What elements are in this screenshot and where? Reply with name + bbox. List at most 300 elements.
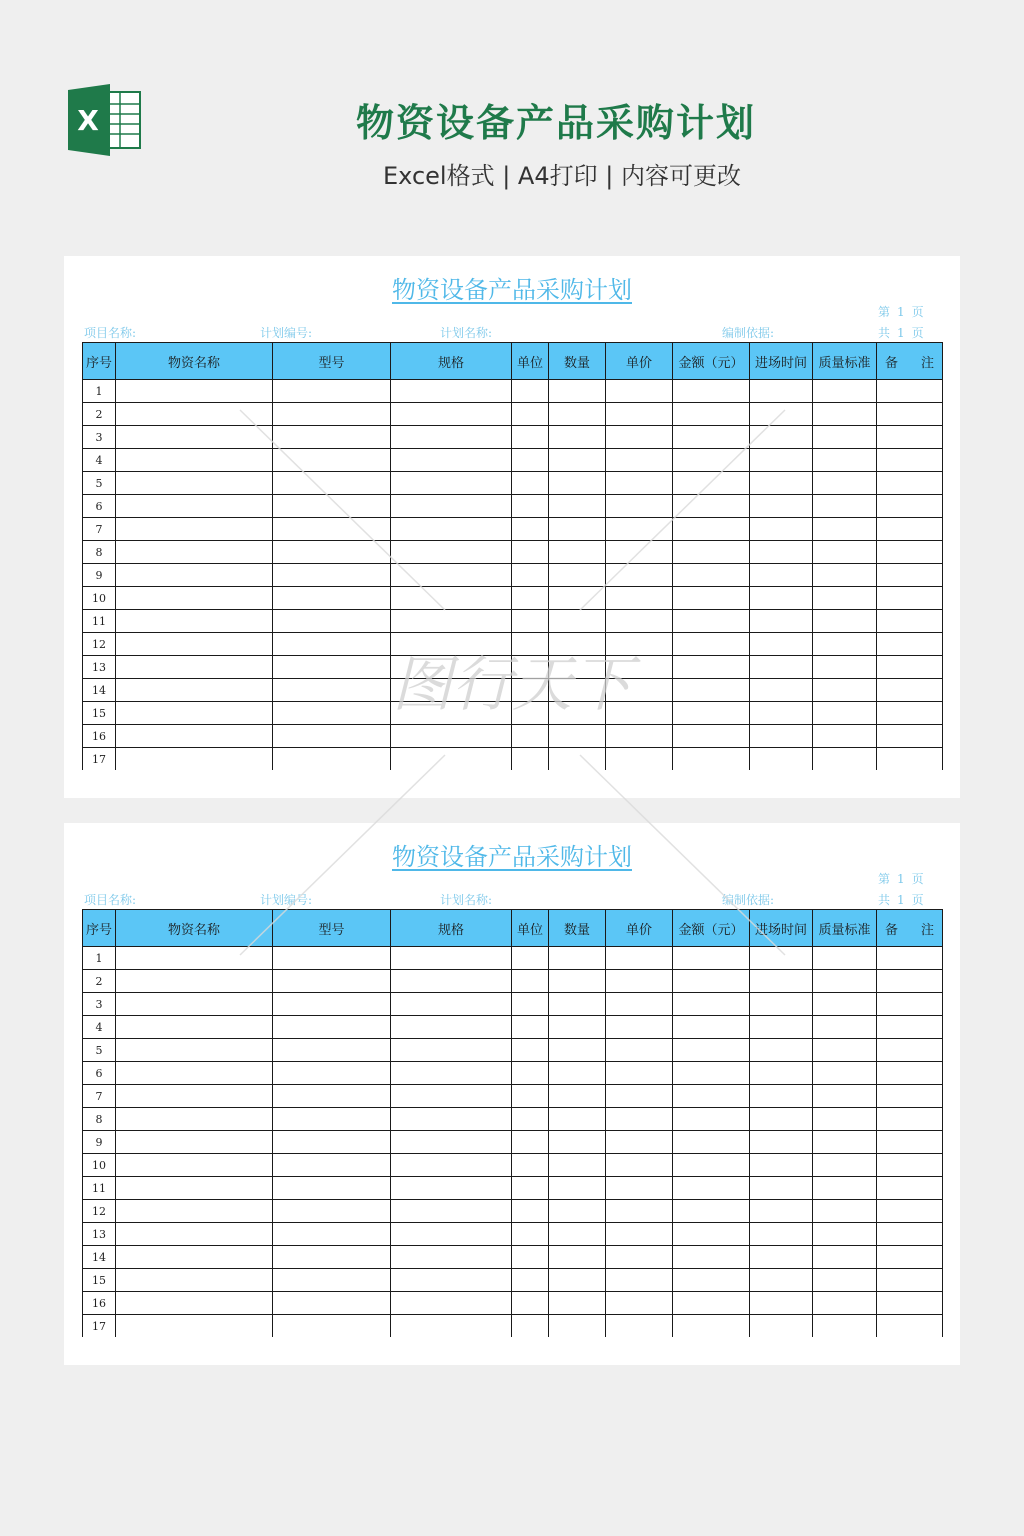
table-cell[interactable] <box>116 1108 273 1131</box>
table-cell[interactable] <box>673 541 750 564</box>
table-cell[interactable] <box>391 1269 512 1292</box>
table-cell[interactable] <box>512 993 549 1016</box>
table-cell[interactable] <box>750 1177 813 1200</box>
table-cell[interactable] <box>673 449 750 472</box>
table-cell[interactable] <box>750 403 813 426</box>
table-cell[interactable] <box>877 380 943 403</box>
table-cell[interactable] <box>391 1108 512 1131</box>
table-cell[interactable] <box>673 472 750 495</box>
table-cell[interactable] <box>877 702 943 725</box>
table-cell[interactable] <box>813 1269 877 1292</box>
table-cell[interactable] <box>512 1177 549 1200</box>
table-cell[interactable] <box>512 380 549 403</box>
table-cell[interactable] <box>673 403 750 426</box>
table-cell[interactable] <box>273 1016 391 1039</box>
table-cell[interactable] <box>606 947 673 970</box>
table-cell[interactable] <box>673 1016 750 1039</box>
table-cell[interactable] <box>549 993 606 1016</box>
table-cell[interactable] <box>750 748 813 771</box>
table-cell[interactable] <box>549 610 606 633</box>
table-cell[interactable] <box>813 403 877 426</box>
table-cell[interactable] <box>273 495 391 518</box>
table-cell[interactable] <box>273 380 391 403</box>
table-cell[interactable] <box>813 725 877 748</box>
table-cell[interactable] <box>512 1154 549 1177</box>
table-cell[interactable] <box>813 993 877 1016</box>
table-cell[interactable] <box>512 947 549 970</box>
table-cell[interactable] <box>606 1315 673 1338</box>
table-cell[interactable] <box>391 1315 512 1338</box>
table-cell[interactable] <box>877 1131 943 1154</box>
table-cell[interactable] <box>606 1177 673 1200</box>
table-cell[interactable] <box>549 725 606 748</box>
table-cell[interactable] <box>750 633 813 656</box>
table-cell[interactable] <box>750 725 813 748</box>
table-cell[interactable] <box>116 1131 273 1154</box>
table-cell[interactable] <box>549 518 606 541</box>
table-cell[interactable] <box>391 426 512 449</box>
table-cell[interactable] <box>606 633 673 656</box>
table-cell[interactable] <box>877 1039 943 1062</box>
table-cell[interactable] <box>673 1062 750 1085</box>
table-cell[interactable] <box>116 564 273 587</box>
table-cell[interactable] <box>877 587 943 610</box>
table-cell[interactable] <box>273 970 391 993</box>
table-cell[interactable] <box>673 993 750 1016</box>
table-cell[interactable] <box>512 1292 549 1315</box>
table-cell[interactable] <box>391 1131 512 1154</box>
table-cell[interactable] <box>512 541 549 564</box>
table-cell[interactable] <box>606 1131 673 1154</box>
table-cell[interactable] <box>512 725 549 748</box>
table-cell[interactable] <box>273 1177 391 1200</box>
table-cell[interactable] <box>750 1108 813 1131</box>
table-cell[interactable] <box>750 679 813 702</box>
table-cell[interactable] <box>116 449 273 472</box>
table-cell[interactable] <box>673 1315 750 1338</box>
table-cell[interactable] <box>512 610 549 633</box>
table-cell[interactable] <box>273 587 391 610</box>
table-cell[interactable] <box>116 1062 273 1085</box>
table-cell[interactable] <box>549 403 606 426</box>
table-cell[interactable] <box>673 656 750 679</box>
table-cell[interactable] <box>549 1131 606 1154</box>
table-cell[interactable] <box>813 472 877 495</box>
table-cell[interactable] <box>673 1246 750 1269</box>
table-cell[interactable] <box>813 970 877 993</box>
table-cell[interactable] <box>391 472 512 495</box>
table-cell[interactable] <box>877 426 943 449</box>
table-cell[interactable] <box>750 449 813 472</box>
table-cell[interactable] <box>512 587 549 610</box>
table-cell[interactable] <box>549 702 606 725</box>
table-cell[interactable] <box>750 1246 813 1269</box>
table-cell[interactable] <box>606 1154 673 1177</box>
table-cell[interactable] <box>273 633 391 656</box>
table-cell[interactable] <box>116 970 273 993</box>
table-cell[interactable] <box>273 1246 391 1269</box>
table-cell[interactable] <box>116 1223 273 1246</box>
table-cell[interactable] <box>391 1223 512 1246</box>
table-cell[interactable] <box>813 1108 877 1131</box>
table-cell[interactable] <box>750 1223 813 1246</box>
table-cell[interactable] <box>673 679 750 702</box>
table-cell[interactable] <box>273 564 391 587</box>
table-cell[interactable] <box>606 702 673 725</box>
table-cell[interactable] <box>512 1269 549 1292</box>
table-cell[interactable] <box>877 725 943 748</box>
table-cell[interactable] <box>273 725 391 748</box>
table-cell[interactable] <box>750 541 813 564</box>
table-cell[interactable] <box>813 1154 877 1177</box>
table-cell[interactable] <box>391 541 512 564</box>
table-cell[interactable] <box>549 1085 606 1108</box>
table-cell[interactable] <box>673 587 750 610</box>
table-cell[interactable] <box>512 495 549 518</box>
table-cell[interactable] <box>549 748 606 771</box>
table-cell[interactable] <box>273 426 391 449</box>
table-cell[interactable] <box>750 947 813 970</box>
table-cell[interactable] <box>813 1062 877 1085</box>
table-cell[interactable] <box>606 403 673 426</box>
table-cell[interactable] <box>813 656 877 679</box>
table-cell[interactable] <box>750 1315 813 1338</box>
table-cell[interactable] <box>813 1200 877 1223</box>
table-cell[interactable] <box>549 1039 606 1062</box>
table-cell[interactable] <box>750 993 813 1016</box>
table-cell[interactable] <box>813 947 877 970</box>
table-cell[interactable] <box>116 633 273 656</box>
table-cell[interactable] <box>813 702 877 725</box>
table-cell[interactable] <box>549 1223 606 1246</box>
table-cell[interactable] <box>273 1292 391 1315</box>
table-cell[interactable] <box>813 587 877 610</box>
table-cell[interactable] <box>877 1200 943 1223</box>
table-cell[interactable] <box>273 610 391 633</box>
table-cell[interactable] <box>116 1269 273 1292</box>
table-cell[interactable] <box>273 679 391 702</box>
table-cell[interactable] <box>512 403 549 426</box>
table-cell[interactable] <box>877 610 943 633</box>
table-cell[interactable] <box>813 1016 877 1039</box>
table-cell[interactable] <box>116 702 273 725</box>
table-cell[interactable] <box>673 725 750 748</box>
table-cell[interactable] <box>116 725 273 748</box>
table-cell[interactable] <box>606 610 673 633</box>
table-cell[interactable] <box>606 725 673 748</box>
table-cell[interactable] <box>273 1085 391 1108</box>
table-cell[interactable] <box>750 1200 813 1223</box>
table-cell[interactable] <box>813 1246 877 1269</box>
table-cell[interactable] <box>391 1062 512 1085</box>
table-cell[interactable] <box>391 1177 512 1200</box>
table-cell[interactable] <box>813 748 877 771</box>
table-cell[interactable] <box>391 947 512 970</box>
table-cell[interactable] <box>391 993 512 1016</box>
table-cell[interactable] <box>673 947 750 970</box>
table-cell[interactable] <box>273 1223 391 1246</box>
table-cell[interactable] <box>116 610 273 633</box>
table-cell[interactable] <box>606 1108 673 1131</box>
table-cell[interactable] <box>877 1154 943 1177</box>
table-cell[interactable] <box>877 1315 943 1338</box>
table-cell[interactable] <box>512 679 549 702</box>
table-cell[interactable] <box>116 403 273 426</box>
table-cell[interactable] <box>750 587 813 610</box>
table-cell[interactable] <box>391 748 512 771</box>
table-cell[interactable] <box>750 1062 813 1085</box>
table-cell[interactable] <box>549 1016 606 1039</box>
table-cell[interactable] <box>549 1246 606 1269</box>
table-cell[interactable] <box>116 426 273 449</box>
table-cell[interactable] <box>606 1062 673 1085</box>
table-cell[interactable] <box>512 1062 549 1085</box>
table-cell[interactable] <box>606 1223 673 1246</box>
table-cell[interactable] <box>116 1292 273 1315</box>
table-cell[interactable] <box>877 1223 943 1246</box>
table-cell[interactable] <box>750 656 813 679</box>
table-cell[interactable] <box>673 702 750 725</box>
table-cell[interactable] <box>877 472 943 495</box>
table-cell[interactable] <box>877 1016 943 1039</box>
table-cell[interactable] <box>116 1246 273 1269</box>
table-cell[interactable] <box>549 380 606 403</box>
table-cell[interactable] <box>512 633 549 656</box>
table-cell[interactable] <box>750 518 813 541</box>
table-cell[interactable] <box>750 564 813 587</box>
table-cell[interactable] <box>750 1292 813 1315</box>
table-cell[interactable] <box>673 1039 750 1062</box>
table-cell[interactable] <box>549 1062 606 1085</box>
table-cell[interactable] <box>606 1269 673 1292</box>
table-cell[interactable] <box>512 472 549 495</box>
table-cell[interactable] <box>877 679 943 702</box>
table-cell[interactable] <box>877 1108 943 1131</box>
table-cell[interactable] <box>606 656 673 679</box>
table-cell[interactable] <box>273 1108 391 1131</box>
table-cell[interactable] <box>273 1039 391 1062</box>
table-cell[interactable] <box>116 993 273 1016</box>
table-cell[interactable] <box>606 587 673 610</box>
table-cell[interactable] <box>813 1085 877 1108</box>
table-cell[interactable] <box>813 564 877 587</box>
table-cell[interactable] <box>877 947 943 970</box>
table-cell[interactable] <box>512 702 549 725</box>
table-cell[interactable] <box>606 380 673 403</box>
table-cell[interactable] <box>813 1039 877 1062</box>
table-cell[interactable] <box>273 449 391 472</box>
table-cell[interactable] <box>877 633 943 656</box>
table-cell[interactable] <box>750 1131 813 1154</box>
table-cell[interactable] <box>512 1085 549 1108</box>
table-cell[interactable] <box>606 1016 673 1039</box>
table-cell[interactable] <box>606 1085 673 1108</box>
table-cell[interactable] <box>116 1085 273 1108</box>
table-cell[interactable] <box>116 679 273 702</box>
table-cell[interactable] <box>673 1269 750 1292</box>
table-cell[interactable] <box>549 1108 606 1131</box>
table-cell[interactable] <box>549 1200 606 1223</box>
table-cell[interactable] <box>673 1131 750 1154</box>
table-cell[interactable] <box>813 426 877 449</box>
table-cell[interactable] <box>673 380 750 403</box>
table-cell[interactable] <box>116 495 273 518</box>
table-cell[interactable] <box>391 587 512 610</box>
table-cell[interactable] <box>673 1177 750 1200</box>
table-cell[interactable] <box>549 1315 606 1338</box>
table-cell[interactable] <box>512 1315 549 1338</box>
table-cell[interactable] <box>877 1062 943 1085</box>
table-cell[interactable] <box>606 970 673 993</box>
table-cell[interactable] <box>813 1315 877 1338</box>
table-cell[interactable] <box>512 1200 549 1223</box>
table-cell[interactable] <box>512 1108 549 1131</box>
table-cell[interactable] <box>549 970 606 993</box>
table-cell[interactable] <box>391 656 512 679</box>
table-cell[interactable] <box>606 449 673 472</box>
table-cell[interactable] <box>877 1269 943 1292</box>
table-cell[interactable] <box>273 518 391 541</box>
table-cell[interactable] <box>813 1131 877 1154</box>
table-cell[interactable] <box>116 1177 273 1200</box>
table-cell[interactable] <box>606 518 673 541</box>
table-cell[interactable] <box>116 518 273 541</box>
table-cell[interactable] <box>391 1292 512 1315</box>
table-cell[interactable] <box>116 472 273 495</box>
table-cell[interactable] <box>750 495 813 518</box>
table-cell[interactable] <box>273 472 391 495</box>
table-cell[interactable] <box>673 970 750 993</box>
table-cell[interactable] <box>273 947 391 970</box>
table-cell[interactable] <box>549 1177 606 1200</box>
table-cell[interactable] <box>512 1016 549 1039</box>
table-cell[interactable] <box>673 610 750 633</box>
table-cell[interactable] <box>673 495 750 518</box>
table-cell[interactable] <box>813 679 877 702</box>
table-cell[interactable] <box>391 610 512 633</box>
table-cell[interactable] <box>512 1039 549 1062</box>
table-cell[interactable] <box>877 495 943 518</box>
table-cell[interactable] <box>391 449 512 472</box>
table-cell[interactable] <box>813 1292 877 1315</box>
table-cell[interactable] <box>549 1292 606 1315</box>
table-cell[interactable] <box>750 702 813 725</box>
table-cell[interactable] <box>391 970 512 993</box>
table-cell[interactable] <box>512 426 549 449</box>
table-cell[interactable] <box>391 1016 512 1039</box>
table-cell[interactable] <box>512 970 549 993</box>
table-cell[interactable] <box>877 970 943 993</box>
table-cell[interactable] <box>877 1292 943 1315</box>
table-cell[interactable] <box>813 610 877 633</box>
table-cell[interactable] <box>549 564 606 587</box>
table-cell[interactable] <box>673 518 750 541</box>
table-cell[interactable] <box>750 970 813 993</box>
table-cell[interactable] <box>391 702 512 725</box>
table-cell[interactable] <box>673 1085 750 1108</box>
table-cell[interactable] <box>512 748 549 771</box>
table-cell[interactable] <box>549 1269 606 1292</box>
table-cell[interactable] <box>750 472 813 495</box>
table-cell[interactable] <box>391 495 512 518</box>
table-cell[interactable] <box>606 1292 673 1315</box>
table-cell[interactable] <box>673 1108 750 1131</box>
table-cell[interactable] <box>273 993 391 1016</box>
table-cell[interactable] <box>549 495 606 518</box>
table-cell[interactable] <box>877 1085 943 1108</box>
table-cell[interactable] <box>673 1223 750 1246</box>
table-cell[interactable] <box>606 564 673 587</box>
table-cell[interactable] <box>877 748 943 771</box>
table-cell[interactable] <box>391 1246 512 1269</box>
table-cell[interactable] <box>606 1039 673 1062</box>
table-cell[interactable] <box>549 587 606 610</box>
table-cell[interactable] <box>606 495 673 518</box>
table-cell[interactable] <box>673 1200 750 1223</box>
table-cell[interactable] <box>512 518 549 541</box>
table-cell[interactable] <box>549 449 606 472</box>
table-cell[interactable] <box>512 1246 549 1269</box>
table-cell[interactable] <box>273 541 391 564</box>
table-cell[interactable] <box>273 1315 391 1338</box>
table-cell[interactable] <box>391 1200 512 1223</box>
table-cell[interactable] <box>877 403 943 426</box>
table-cell[interactable] <box>116 1039 273 1062</box>
table-cell[interactable] <box>391 1085 512 1108</box>
table-cell[interactable] <box>273 403 391 426</box>
table-cell[interactable] <box>750 380 813 403</box>
table-cell[interactable] <box>391 403 512 426</box>
table-cell[interactable] <box>273 656 391 679</box>
table-cell[interactable] <box>606 472 673 495</box>
table-cell[interactable] <box>813 1177 877 1200</box>
table-cell[interactable] <box>273 1062 391 1085</box>
table-cell[interactable] <box>673 426 750 449</box>
table-cell[interactable] <box>606 993 673 1016</box>
table-cell[interactable] <box>750 1085 813 1108</box>
table-cell[interactable] <box>512 564 549 587</box>
table-cell[interactable] <box>549 472 606 495</box>
table-cell[interactable] <box>549 679 606 702</box>
table-cell[interactable] <box>273 748 391 771</box>
table-cell[interactable] <box>813 541 877 564</box>
table-cell[interactable] <box>391 679 512 702</box>
table-cell[interactable] <box>877 564 943 587</box>
table-cell[interactable] <box>877 518 943 541</box>
table-cell[interactable] <box>750 1039 813 1062</box>
table-cell[interactable] <box>273 1154 391 1177</box>
table-cell[interactable] <box>813 495 877 518</box>
table-cell[interactable] <box>877 449 943 472</box>
table-cell[interactable] <box>391 725 512 748</box>
table-cell[interactable] <box>877 1246 943 1269</box>
table-cell[interactable] <box>391 1154 512 1177</box>
table-cell[interactable] <box>750 426 813 449</box>
table-cell[interactable] <box>512 449 549 472</box>
table-cell[interactable] <box>673 633 750 656</box>
table-cell[interactable] <box>606 1246 673 1269</box>
table-cell[interactable] <box>549 947 606 970</box>
table-cell[interactable] <box>512 656 549 679</box>
table-cell[interactable] <box>750 1269 813 1292</box>
table-cell[interactable] <box>813 518 877 541</box>
table-cell[interactable] <box>116 541 273 564</box>
table-cell[interactable] <box>877 993 943 1016</box>
table-cell[interactable] <box>391 564 512 587</box>
table-cell[interactable] <box>813 449 877 472</box>
table-cell[interactable] <box>391 518 512 541</box>
table-cell[interactable] <box>549 426 606 449</box>
